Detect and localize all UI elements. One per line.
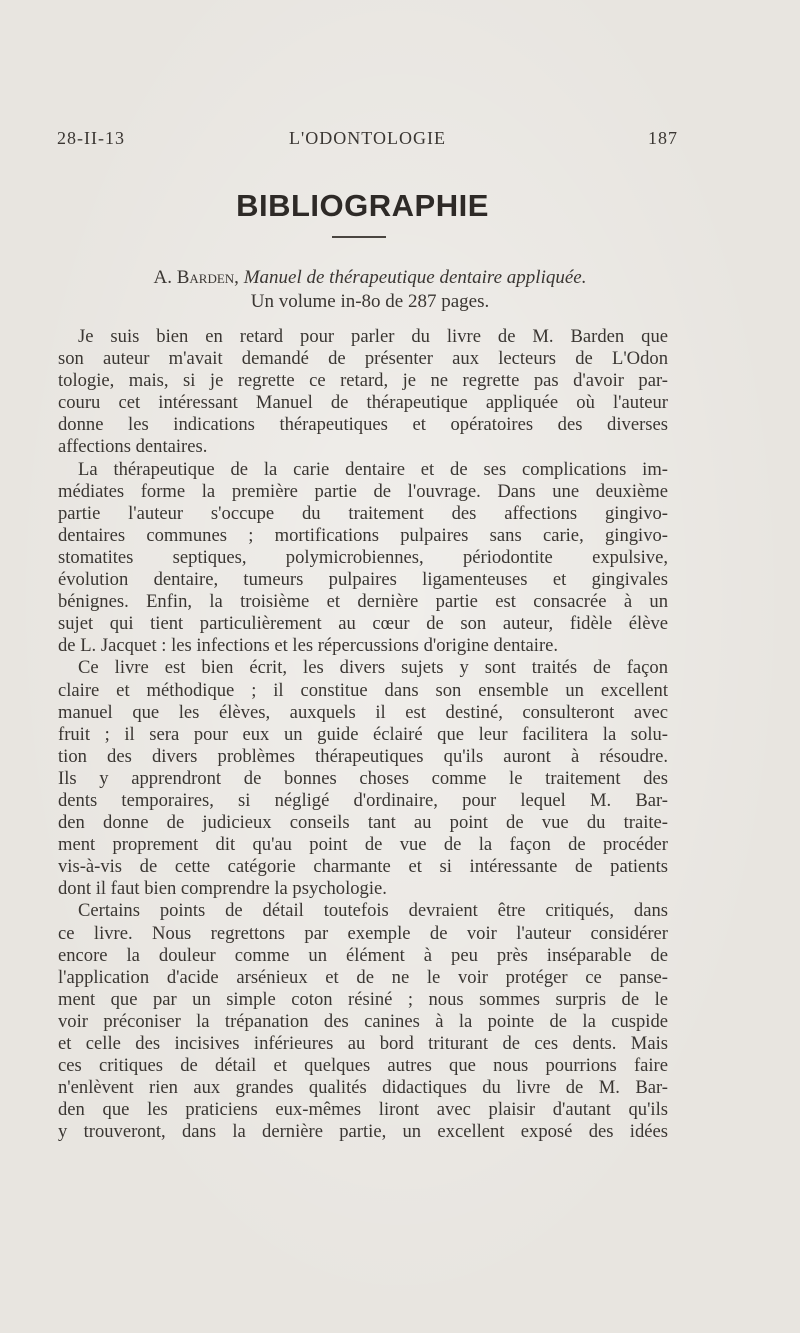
paragraph-2-line: évolution dentaire, tumeurs pulpaires ligamenteuses et gingivales	[58, 569, 668, 591]
paragraph-4-line: y trouveront, dans la dernière partie, un excellent exposé des idées	[58, 1121, 668, 1143]
paragraph-2-line: stomatites septiques, polymicrobiennes, périodontite expulsive,	[58, 546, 668, 568]
paragraph-1-line: Je suis bien en retard pour parler du livre de M. Barden que	[78, 326, 668, 347]
paragraph-2-line: bénignes. Enfin, la troisième et dernière partie est consacrée à un	[58, 591, 668, 613]
author-name: Barden,	[176, 267, 239, 288]
paragraph-3-line: Ce livre est bien écrit, les divers sujets y sont traités de façon	[78, 657, 668, 679]
header-page-number: 187	[648, 128, 678, 148]
paragraph-3-line: claire et méthodique ; il constitue dans son ensemble un excellent	[58, 679, 668, 701]
paragraph-3-line: tion des divers problèmes thérapeutiques qu'ils auront à résoudre.	[58, 745, 668, 767]
paragraph-1-line: affections dentaires.	[58, 436, 208, 458]
paragraph-2-line: partie l'auteur s'occupe du traitement des affections gingivo-	[58, 502, 668, 524]
header-date: 28-II-13	[57, 128, 125, 148]
paragraph-1-line: couru cet intéressant Manuel de thérapeutique appliquée où l'auteur	[58, 392, 668, 414]
paragraph-4-line: n'enlèvent rien aux grandes qualités didactiques du livre de M. Bar-	[58, 1077, 668, 1099]
paragraph-3-line: dents temporaires, si négligé d'ordinaire, pour lequel M. Bar-	[58, 789, 668, 811]
paragraph-4-line: ces critiques de détail et quelques autres que nous pourrions faire	[58, 1055, 668, 1077]
review-body	[58, 326, 668, 1143]
paragraph-4-line: ment que par un simple coton résiné ; nous sommes surpris de le	[58, 988, 668, 1010]
book-title: Manuel de thérapeutique dentaire appliquée.	[243, 267, 587, 288]
paragraph-1-line: tologie, mais, si je regrette ce retard, je ne regrette pas d'avoir par-	[58, 370, 668, 392]
paragraph-2-line: sujet qui tient particulièrement au cœur de son auteur, fidèle élève	[58, 613, 668, 635]
paragraph-2-line: médiates forme la première partie de l'ouvrage. Dans une deuxième	[58, 480, 668, 502]
paragraph-3-line: den donne de judicieux conseils tant au point de vue du traite-	[58, 812, 668, 834]
paragraph-3-line: manuel que les élèves, auxquels il est destiné, consulteront avec	[58, 701, 668, 723]
title-divider	[332, 236, 386, 238]
paragraph-1-line: son auteur m'avait demandé de présenter aux lecteurs de L'Odon	[58, 348, 668, 370]
paragraph-3-line: fruit ; il sera pour eux un guide éclairé que leur facilitera la solu-	[58, 723, 668, 745]
paragraph-3-line: ment proprement dit qu'au point de vue de la façon de procéder	[58, 834, 668, 856]
running-header	[57, 128, 678, 154]
header-journal-title: L'ODONTOLOGIE	[289, 128, 446, 148]
section-title: BIBLIOGRAPHIE	[236, 188, 489, 223]
paragraph-3-line: vis-à-vis de cette catégorie charmante et si intéressante de patients	[58, 856, 668, 878]
paragraph-4-line: voir préconiser la trépanation des canines à la pointe de la cuspide	[58, 1010, 668, 1032]
author-initial: A.	[153, 267, 172, 288]
paragraph-3-line: Ils y apprendront de bonnes choses comme le traitement des	[58, 767, 668, 789]
paragraph-2-line: dentaires communes ; mortifications pulpaires sans carie, gingivo-	[58, 524, 668, 546]
paragraph-4-line: ce livre. Nous regrettons par exemple de voir l'auteur considérer	[58, 922, 668, 944]
paragraph-3-line: dont il faut bien comprendre la psychologie.	[58, 878, 387, 900]
reference-details: Un volume in-8o de 287 pages.	[250, 291, 490, 312]
paragraph-1-line: donne les indications thérapeutiques et opératoires des diverses	[58, 414, 668, 436]
paragraph-4-line: et celle des incisives inférieures au bord triturant de ces dents. Mais	[58, 1033, 668, 1054]
paragraph-4-line: den que les praticiens eux-mêmes liront avec plaisir d'autant qu'ils	[58, 1099, 668, 1121]
book-reference	[60, 266, 680, 314]
paragraph-4-line: l'application d'acide arsénieux et de ne le voir protéger ce panse-	[58, 966, 668, 988]
paragraph-4-line: encore la douleur comme un élément à peu près inséparable de	[58, 944, 668, 966]
paragraph-2-line: de L. Jacquet : les infections et les répercussions d'origine dentaire.	[58, 635, 559, 657]
paragraph-2-line: La thérapeutique de la carie dentaire et de ses complications im-	[78, 458, 668, 480]
paragraph-4-line: Certains points de détail toutefois devraient être critiqués, dans	[78, 900, 668, 922]
reference-line-1	[60, 266, 680, 290]
